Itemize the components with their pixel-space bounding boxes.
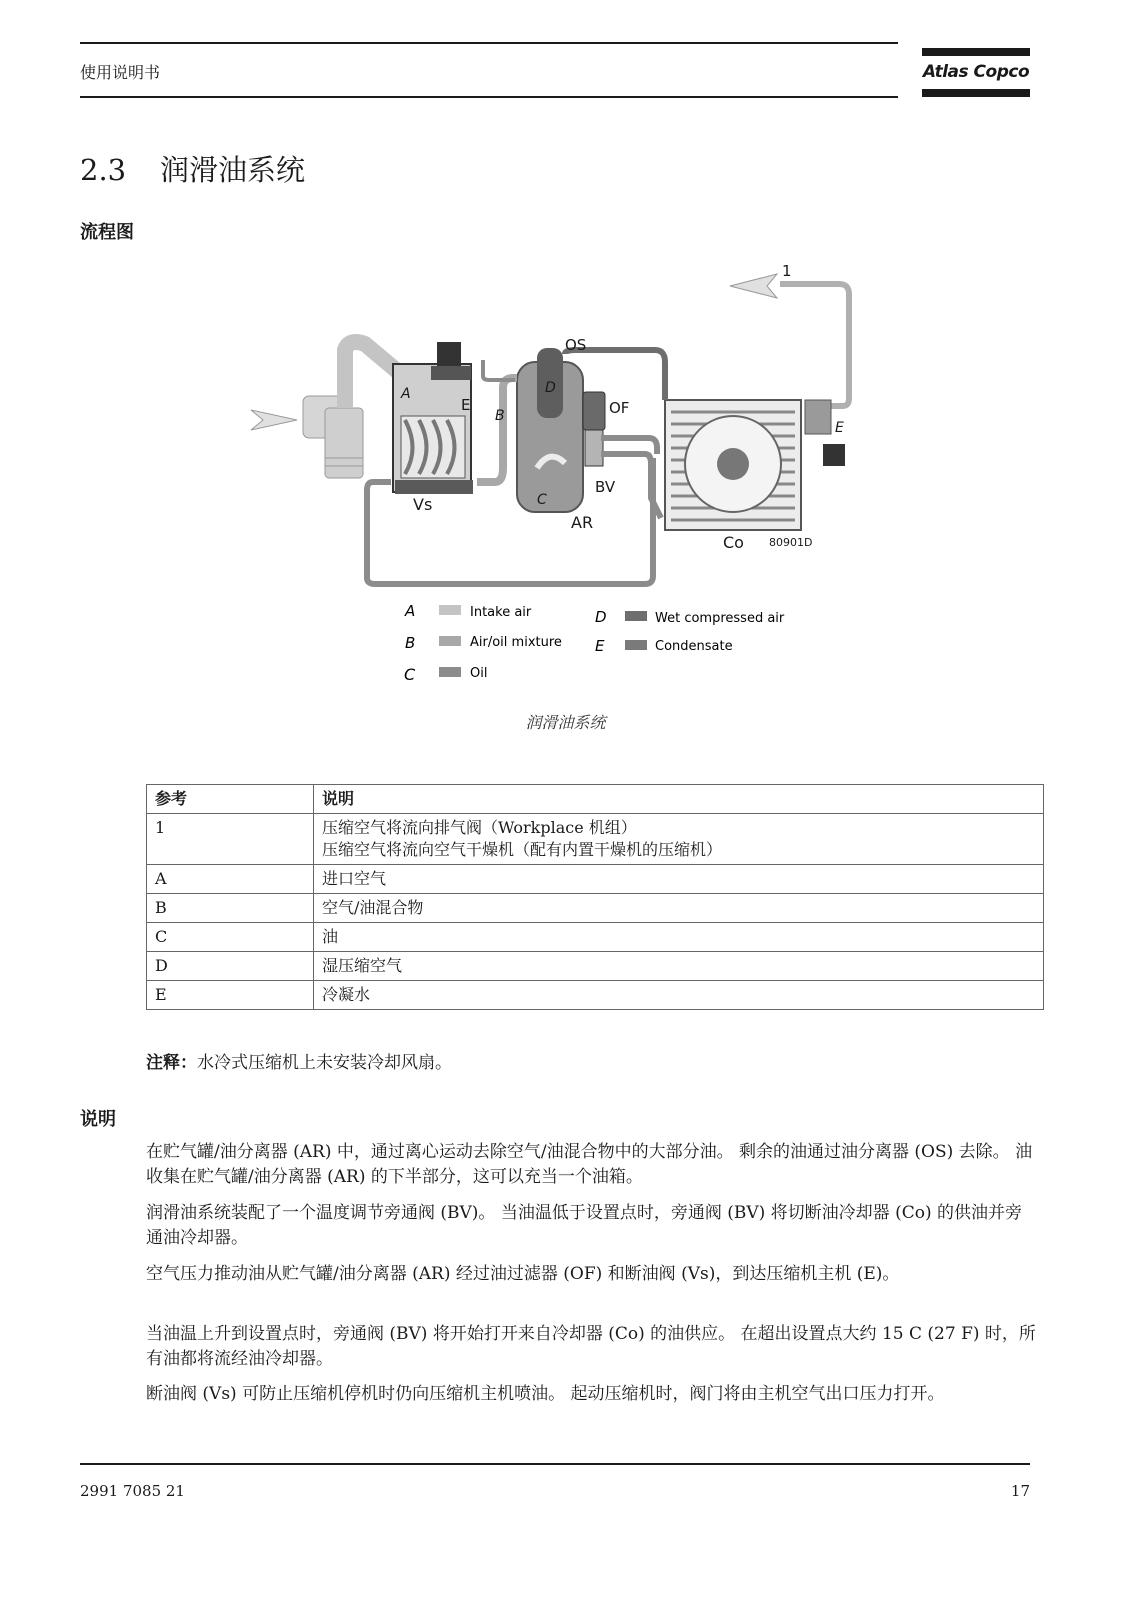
label-e-left: E	[461, 396, 471, 414]
row-ref: B	[147, 894, 314, 923]
section-title	[80, 148, 305, 189]
legend-swatch-a	[439, 605, 461, 615]
label-d: D	[545, 380, 556, 396]
legend-text-b: Air/oil mixture	[470, 635, 562, 650]
row-ref: 1	[147, 814, 314, 865]
label-ar: AR	[571, 513, 594, 532]
logo-top-bar	[922, 48, 1030, 56]
legend-text-c: Oil	[470, 666, 488, 681]
label-bv: BV	[595, 478, 616, 496]
paragraph: 当油温上升到设置点时，旁通阀 (BV) 将开始打开来自冷却器 (Co) 的油供应。 在超出设置点大约 15 C (27 F) 时，所有油都将流经油冷却器。	[146, 1324, 1036, 1369]
table-row	[147, 865, 1044, 894]
paragraph: 在贮气罐/油分离器 (AR) 中，通过离心运动去除空气/油混合物中的大部分油。 剩余的油通过油分离器 (OS) 去除。 油收集在贮气罐/油分离器 (AR) 的下半部分，这可以充当一个油箱。	[146, 1142, 1033, 1187]
row-desc: 油	[314, 923, 1044, 952]
air-receiver-separator	[517, 348, 583, 512]
stop-valve	[395, 480, 473, 494]
row-desc-line: 压缩空气将流向排气阀（Workplace 机组）	[322, 818, 637, 837]
logo-bottom-bar	[922, 89, 1030, 97]
label-a: A	[401, 386, 411, 402]
label-co: Co	[723, 533, 744, 552]
legend-swatch-b	[439, 636, 461, 646]
logo-text: Atlas Copco	[922, 62, 1030, 82]
oil-cooler	[665, 400, 845, 530]
row-desc	[314, 814, 1044, 865]
legend-swatch-d	[625, 611, 647, 621]
label-c: C	[537, 492, 547, 508]
label-os: OS	[565, 336, 587, 354]
paragraph: 空气压力推动油从贮气罐/油分离器 (AR) 经过油过滤器 (OF) 和断油阀 (Vs)，到达压缩机主机 (E)。	[146, 1264, 900, 1284]
row-desc: 空气/油混合物	[314, 894, 1044, 923]
label-e-right: E	[835, 420, 844, 436]
label-code: 80901D	[769, 536, 813, 549]
header-title: 使用说明书	[80, 63, 161, 82]
outlet-pipe	[730, 274, 849, 406]
figure-caption: 润滑油系统	[525, 713, 606, 732]
row-desc-line: 压缩空气将流向空气干燥机（配有内置干燥机的压缩机）	[322, 840, 723, 859]
section-number: 2.3	[80, 153, 127, 187]
atlas-copco-logo	[922, 48, 1030, 98]
header-bottom-rule	[80, 96, 898, 98]
footer-rule	[80, 1463, 1030, 1465]
compressor-element	[393, 342, 471, 492]
legend-swatch-c	[439, 667, 461, 677]
row-desc: 冷凝水	[314, 981, 1044, 1010]
legend-key-d: D	[595, 608, 607, 626]
note-text: 水冷式压缩机上未安装冷却风扇。	[197, 1053, 452, 1073]
row-desc: 进口空气	[314, 865, 1044, 894]
legend-text-a: Intake air	[470, 605, 532, 620]
table-row	[147, 894, 1044, 923]
description-heading: 说明	[80, 1109, 116, 1130]
label-of: OF	[609, 399, 630, 417]
doc-number: 2991 7085 21	[80, 1482, 185, 1500]
note-label: 注释：	[146, 1053, 197, 1073]
reference-table	[146, 784, 1044, 1010]
legend-text-d: Wet compressed air	[655, 611, 785, 626]
label-ref-1: 1	[782, 262, 792, 280]
legend-key-a: A	[405, 602, 416, 620]
table-header-row	[147, 785, 1044, 814]
header-ref: 参考	[147, 785, 314, 814]
legend-key-b: B	[405, 634, 416, 652]
note	[146, 1048, 452, 1073]
header-top-rule	[80, 42, 898, 44]
table-row	[147, 981, 1044, 1010]
legend-text-e: Condensate	[655, 639, 733, 654]
table-row	[147, 923, 1044, 952]
flow-heading: 流程图	[80, 222, 134, 243]
table-row	[147, 814, 1044, 865]
legend-key-e: E	[595, 637, 605, 655]
row-ref: C	[147, 923, 314, 952]
lubrication-flow-diagram	[245, 258, 865, 700]
legend-swatch-e	[625, 640, 647, 650]
label-vs: Vs	[413, 495, 433, 514]
paragraph: 断油阀 (Vs) 可防止压缩机停机时仍向压缩机主机喷油。 起动压缩机时，阀门将由主机空气出口压力打开。	[146, 1384, 945, 1404]
table-row	[147, 952, 1044, 981]
header-desc: 说明	[314, 785, 1044, 814]
row-ref: D	[147, 952, 314, 981]
label-b: B	[495, 408, 505, 424]
page-number: 17	[1010, 1482, 1030, 1500]
diagram-legend	[404, 602, 785, 684]
paragraph: 润滑油系统装配了一个温度调节旁通阀 (BV)。 当油温低于设置点时，旁通阀 (BV) 将切断油冷却器 (Co) 的供油并旁通油冷却器。	[146, 1203, 1022, 1248]
legend-key-c: C	[404, 665, 416, 684]
row-ref: A	[147, 865, 314, 894]
section-title-text: 润滑油系统	[160, 153, 306, 187]
intake-air-path	[251, 342, 403, 478]
row-ref: E	[147, 981, 314, 1010]
row-desc: 湿压缩空气	[314, 952, 1044, 981]
